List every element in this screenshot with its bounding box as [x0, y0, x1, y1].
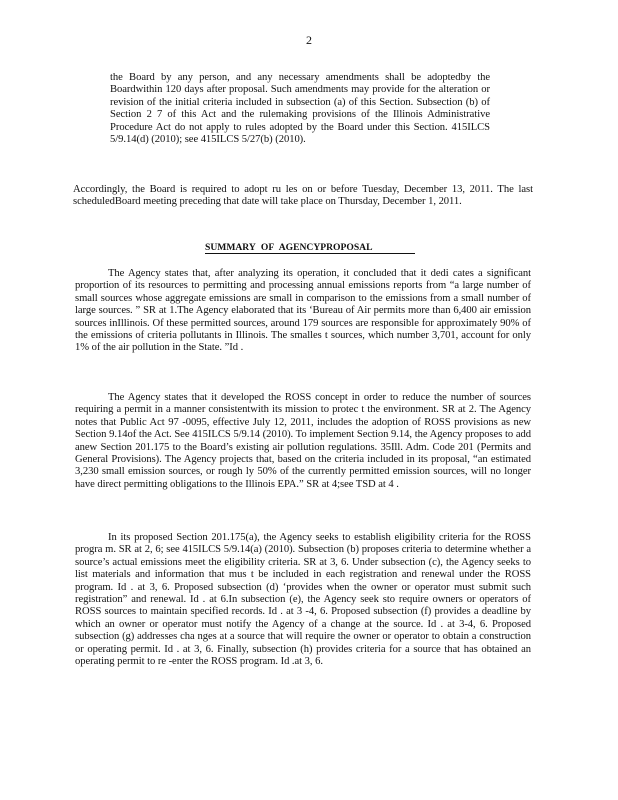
summary-paragraph-1: The Agency states that, after analyzing its operation, it concluded that it dedi cates a significant proportion of its resources to permitting and processing annual emissions reports from “a large number of small sources whose aggregate emissions are small in comparison to the emissions from a small number of large sources. ” SR at 1.The Agency elaborated that its ‘Bureau of Air permits more than 6,400 air emission sources inIllinois. Of these permitted sources, around 179 sources are responsible for approximately 90% of the emissions of criteria pollutants in Illinois. The smalles t sources, which number 3,701, account for only 1% of the air pollution in the State. ”Id . [75, 268, 531, 354]
section-heading: SUMMARY OF AGENCYPROPOSAL [205, 242, 415, 254]
statute-quote-block: the Board by any person, and any necessary amendments shall be adoptedby the Boardwithin 120 days after proposal. Such amendments may provide for the alteration or revision of the initial criteria included in subsection (a) of this Section. Subsection (b) of Section 2 7 of this Act and the rulemaking provisions of the Illinois Administrative Procedure Act do not apply to rules adopted by the Board under this Section. 415ILCS 5/9.14(d) (2010); see 415ILCS 5/27(b) (2010). [110, 72, 490, 146]
page-number: 2 [306, 33, 312, 47]
deadline-paragraph: Accordingly, the Board is required to adopt ru les on or before Tuesday, December 13, 2011. The last scheduledBoard meeting preceding that date will take place on Thursday, December 1, 2011. [73, 184, 533, 208]
summary-paragraph-2: The Agency states that it developed the ROSS concept in order to reduce the number of sources requiring a permit in a manner consistentwith its mission to protec t the environment. SR at 2. The Agency notes that Public Act 97 -0095, effective July 12, 2011, includes the adoption of ROSS provisions as new Section 9.14of the Act. See 415ILCS 5/9.14 (2010). To implement Section 9.14, the Agency proposes to add anew Section 201.175 to the Board’s existing air pollution regulations. 35Ill. Adm. Code 201 (Permits and General Provisions). The Agency projects that, based on the criteria included in its proposal, “an estimated 3,230 small emission sources, or rough ly 50% of the currently permitted emission sources, will no longer have direct permitting obligations to the Illinois EPA.” SR at 4;see TSD at 4 . [75, 392, 531, 490]
summary-paragraph-3: In its proposed Section 201.175(a), the Agency seeks to establish eligibility criteria for the ROSS progra m. SR at 2, 6; see 415ILCS 5/9.14(a) (2010). Subsection (b) proposes criteria to determine whether a source’s actual emissions meet the eligibility criteria. SR at 3, 6. Under subsection (c), the Agency seeks to list materials and information that mus t be included in each registration and renewal under the ROSS program. Id . at 3, 6. Proposed subsection (d) ‘provides when the owner or operator must submit such registration” and renewal. Id . at 6.In subsection (e), the Agency seek sto require owners or operators of ROSS sources to maintain specified records. Id . at 3 -4, 6. Proposed subsection (f) provides a deadline by which an owner or operator must notify the Agency of a change at the source. Id . at 3-4, 6. Proposed subsection (g) addresses cha nges at a source that will require the owner or operator to obtain a construction or operating permit. Id . at 3, 6. Finally, subsection (h) provides criteria for a source that has obtained an operating permit to re -enter the ROSS program. Id .at 3, 6. [75, 532, 531, 668]
